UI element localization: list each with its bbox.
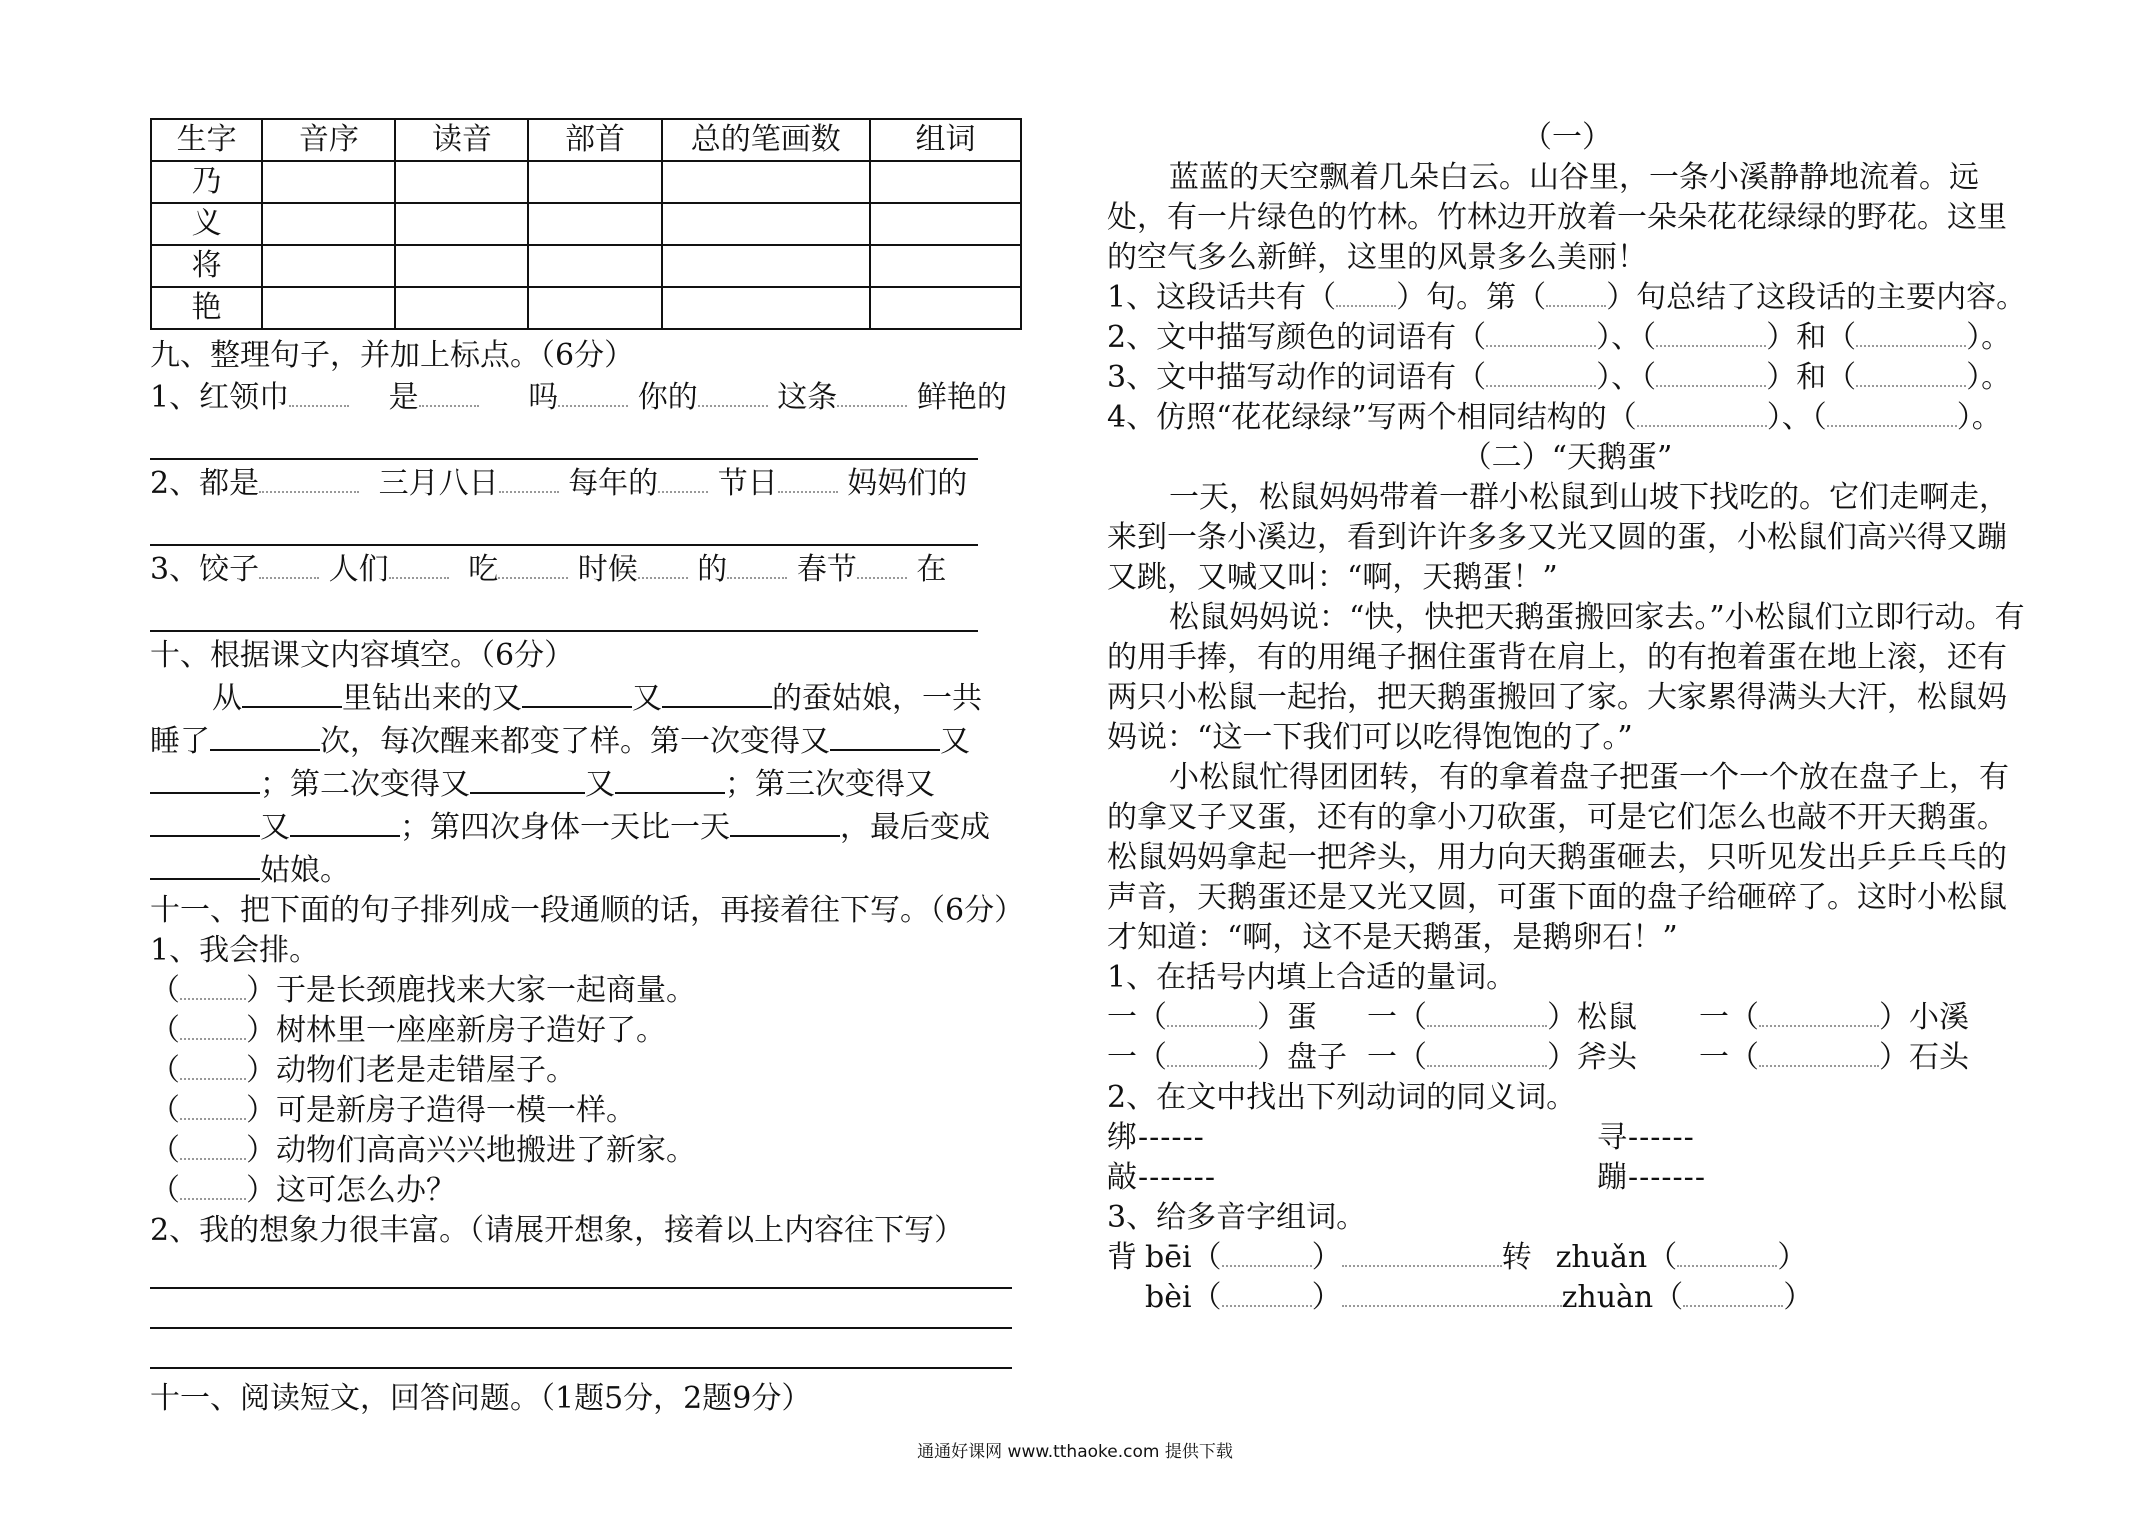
answer-line[interactable] <box>150 1287 1012 1289</box>
fill-blank[interactable] <box>730 805 840 837</box>
fill-blank[interactable] <box>615 762 725 794</box>
word: 1、红领巾 <box>150 380 290 415</box>
table-cell: 乃 <box>151 161 262 203</box>
sub-question-2: 2、我的想象力很丰富。（请展开想象，接着以上内容往下写） <box>150 1213 965 1248</box>
order-blank[interactable] <box>180 1132 246 1160</box>
character-table <box>150 118 1022 330</box>
table-cell[interactable] <box>395 203 528 245</box>
word: 春节 <box>796 552 857 587</box>
passage-2-para-1: 一天，松鼠妈妈带着一群小松鼠到山坡下找吃的。它们走啊走，来到一条小溪边，看到许许多多又光又圆的蛋，小松鼠们高兴得又蹦又跳，又喊又叫：“啊，天鹅蛋！” <box>1107 480 2009 595</box>
order-blank[interactable] <box>180 1012 246 1040</box>
table-header-row <box>151 119 1021 161</box>
passage-2-q2: 2、在文中找出下列动词的同义词。 <box>1107 1080 1577 1115</box>
passage-1-q2: 2、文中描写颜色的词语有（ ）、（ ）和（ ）。 <box>1107 320 2012 355</box>
table-cell[interactable] <box>528 161 661 203</box>
passage-2-heading: （二）“天鹅蛋” <box>1461 440 1673 475</box>
passage-1-text: 蓝蓝的天空飘着几朵白云。山谷里，一条小溪静静地流着。远处，有一片绿色的竹林。竹林边开放着一朵朵花花绿绿的野花。这里的空气多么新鲜，这里的风景多么美丽！ <box>1107 160 2007 275</box>
list-item: （ ）可是新房子造得一模一样。 <box>150 1093 636 1128</box>
fill-blank[interactable] <box>150 762 260 794</box>
table-row <box>151 287 1021 329</box>
passage-2-para-2: 松鼠妈妈说：“快，快把天鹅蛋搬回家去。”小松鼠们立即行动。有的用手捧，有的用绳子捆住蛋背在肩上，的有抱着蛋在地上滚，还有两只小松鼠一起抬，把天鹅蛋搬回了家。大家累得满头大汗，松鼠妈妈说：“这一下我们可以吃得饱饱的了。” <box>1107 600 2025 755</box>
table-cell[interactable] <box>528 287 661 329</box>
word: 三月八日 <box>378 466 499 501</box>
order-blank[interactable] <box>180 1052 246 1080</box>
list-item: （ ）于是长颈鹿找来大家一起商量。 <box>150 973 696 1008</box>
list-item: （ ）这可怎么办？ <box>150 1173 456 1208</box>
fill-blank[interactable] <box>242 676 342 708</box>
synonym-blank[interactable]: 绑------ <box>1107 1120 1205 1155</box>
word: 吃 <box>468 552 499 587</box>
answer-blank[interactable] <box>1222 1239 1312 1267</box>
footer-credit: 通通好课网 www.tthaoke.com 提供下载 <box>917 1442 1233 1462</box>
fill-blank[interactable] <box>290 805 400 837</box>
word: 每年的 <box>568 466 659 501</box>
synonym-blank[interactable]: 蹦------- <box>1597 1160 1706 1195</box>
word: 节日 <box>717 466 778 501</box>
sub-question-1: 1、我会排。 <box>150 933 320 968</box>
order-blank[interactable] <box>180 1092 246 1120</box>
answer-blank[interactable] <box>1656 359 1766 387</box>
right-column <box>1107 118 2027 1318</box>
sentence-row-3 <box>150 550 1070 590</box>
list-item: （ ）树林里一座座新房子造好了。 <box>150 1013 666 1048</box>
table-cell[interactable] <box>662 203 870 245</box>
table-cell[interactable] <box>870 287 1021 329</box>
answer-blank[interactable] <box>1486 359 1596 387</box>
table-cell[interactable] <box>662 161 870 203</box>
fill-blank[interactable] <box>470 762 585 794</box>
fill-blank[interactable] <box>210 719 320 751</box>
table-header: 音序 <box>262 119 395 161</box>
table-row <box>151 203 1021 245</box>
answer-blank[interactable] <box>1222 1279 1312 1307</box>
answer-blank[interactable] <box>1677 1239 1777 1267</box>
sentence-row-2 <box>150 464 1070 504</box>
answer-blank[interactable] <box>1546 279 1606 307</box>
word: 是 <box>388 380 419 415</box>
answer-blank[interactable] <box>1167 999 1257 1027</box>
table-cell[interactable] <box>662 287 870 329</box>
answer-blank[interactable] <box>1683 1279 1783 1307</box>
list-item: （ ）动物们老是走错屋子。 <box>150 1053 576 1088</box>
answer-blank[interactable] <box>1759 1039 1879 1067</box>
table-cell: 将 <box>151 245 262 287</box>
word: 妈妈们的 <box>847 466 968 501</box>
table-cell[interactable] <box>262 161 395 203</box>
answer-blank[interactable] <box>1167 1039 1257 1067</box>
list-item: （ ）动物们高高兴兴地搬进了新家。 <box>150 1133 696 1168</box>
passage-1-q1: 1、这段话共有（ ）句。第（ ）句总结了这段话的主要内容。 <box>1107 280 2027 315</box>
table-cell[interactable] <box>395 287 528 329</box>
table-cell[interactable] <box>870 203 1021 245</box>
section-9-title: 九、整理句子，并加上标点。（6分） <box>150 338 635 373</box>
answer-blank[interactable] <box>1856 319 1966 347</box>
table-cell: 义 <box>151 203 262 245</box>
synonym-row-1 <box>1107 1118 2027 1158</box>
passage-2-q1: 1、在括号内填上合适的量词。 <box>1107 960 1517 995</box>
table-cell[interactable] <box>262 287 395 329</box>
table-cell[interactable] <box>262 203 395 245</box>
sentence-row-1 <box>150 378 1070 418</box>
word: 时候 <box>577 552 638 587</box>
table-cell[interactable] <box>870 245 1021 287</box>
answer-line[interactable] <box>150 1327 1012 1329</box>
table-cell[interactable] <box>528 203 661 245</box>
order-blank[interactable] <box>180 1172 246 1200</box>
passage-1-q4: 4、仿照“花花绿绿”写两个相同结构的（ ）、（ ）。 <box>1107 400 2002 435</box>
answer-blank[interactable] <box>1427 1039 1547 1067</box>
fill-blank[interactable] <box>662 676 772 708</box>
answer-blank[interactable] <box>1427 999 1547 1027</box>
table-cell[interactable] <box>870 161 1021 203</box>
synonym-blank[interactable]: 敲------- <box>1107 1160 1216 1195</box>
answer-blank[interactable] <box>1486 319 1596 347</box>
section-11-title: 十一、把下面的句子排列成一段通顺的话，再接着往下写。（6分） <box>150 893 1025 928</box>
word: 这条 <box>777 380 838 415</box>
section-10-title: 十、根据课文内容填空。（6分） <box>150 638 575 673</box>
fill-blank[interactable] <box>830 719 940 751</box>
table-cell[interactable] <box>395 245 528 287</box>
word: 3、饺子 <box>150 552 260 587</box>
word: 在 <box>916 552 947 587</box>
passage-2-q3: 3、给多音字组词。 <box>1107 1200 1367 1235</box>
measure-word-row-1: 一（ ）蛋 一（ ）松鼠 一（ ）小溪 <box>1107 1000 1969 1035</box>
synonym-blank[interactable]: 寻------ <box>1597 1120 1695 1155</box>
word: 2、都是 <box>150 466 260 501</box>
word: 你的 <box>637 380 698 415</box>
passage-1-heading: （一） <box>1522 120 1612 155</box>
table-header: 读音 <box>395 119 528 161</box>
table-cell[interactable] <box>662 245 870 287</box>
fill-blank[interactable] <box>150 848 260 880</box>
fill-blank[interactable] <box>150 805 260 837</box>
answer-blank[interactable] <box>1656 319 1766 347</box>
answer-blank[interactable] <box>1827 399 1957 427</box>
section-10-fill: 从 里钻出来的又 又 的蚕姑娘，一共 睡了 次，每次醒来都变了样。第一次变得又 又 ；第二次变得又 又 ；第三次变得又 又 ；第四次身体一天比一天 ，最后变成 姑娘。 <box>150 676 1070 891</box>
table-header: 总的笔画数 <box>662 119 870 161</box>
answer-line[interactable] <box>150 458 978 460</box>
table-cell[interactable] <box>395 161 528 203</box>
table-cell: 艳 <box>151 287 262 329</box>
answer-line[interactable] <box>150 630 978 632</box>
word: 吗 <box>528 380 559 415</box>
word: 鲜艳的 <box>916 380 1007 415</box>
table-row <box>151 245 1021 287</box>
section-11b-title: 十一、阅读短文，回答问题。（1题5分，2题9分） <box>150 1381 812 1416</box>
polyphone-row-2: bèi（ ） zhuàn（ ） <box>1145 1280 1814 1315</box>
word: 的 <box>697 552 728 587</box>
answer-blank[interactable] <box>1856 359 1966 387</box>
table-header: 部首 <box>528 119 661 161</box>
answer-line[interactable] <box>150 544 978 546</box>
synonym-row-2 <box>1107 1158 2027 1198</box>
measure-word-row-2: 一（ ）盘子 一（ ）斧头 一（ ）石头 <box>1107 1040 1969 1075</box>
polyphone-row-1: 背 bēi（ ） 转 zhuǎn（ ） <box>1107 1240 1808 1275</box>
answer-blank[interactable] <box>1336 279 1396 307</box>
fill-blank[interactable] <box>522 676 632 708</box>
answer-line[interactable] <box>150 1367 1012 1369</box>
passage-2-para-3: 小松鼠忙得团团转，有的拿着盘子把蛋一个一个放在盘子上，有的拿叉子叉蛋，还有的拿小刀砍蛋，可是它们怎么也敲不开天鹅蛋。松鼠妈妈拿起一把斧头，用力向天鹅蛋砸去，只听见发出乒乒乓乓的声音，天鹅蛋还是又光又圆，可蛋下面的盘子给砸碎了。这时小松鼠才知道：“啊，这不是天鹅蛋，是鹅卵石！” <box>1107 760 2009 955</box>
table-cell[interactable] <box>262 245 395 287</box>
passage-1-q3: 3、文中描写动作的词语有（ ）、（ ）和（ ）。 <box>1107 360 2012 395</box>
ordering-list <box>150 971 1070 1211</box>
order-blank[interactable] <box>180 972 246 1000</box>
table-header: 生字 <box>151 119 262 161</box>
answer-blank[interactable] <box>1637 399 1767 427</box>
table-header: 组词 <box>870 119 1021 161</box>
table-cell[interactable] <box>528 245 661 287</box>
table-row <box>151 161 1021 203</box>
word: 人们 <box>328 552 389 587</box>
answer-blank[interactable] <box>1759 999 1879 1027</box>
left-column <box>150 118 1070 1419</box>
